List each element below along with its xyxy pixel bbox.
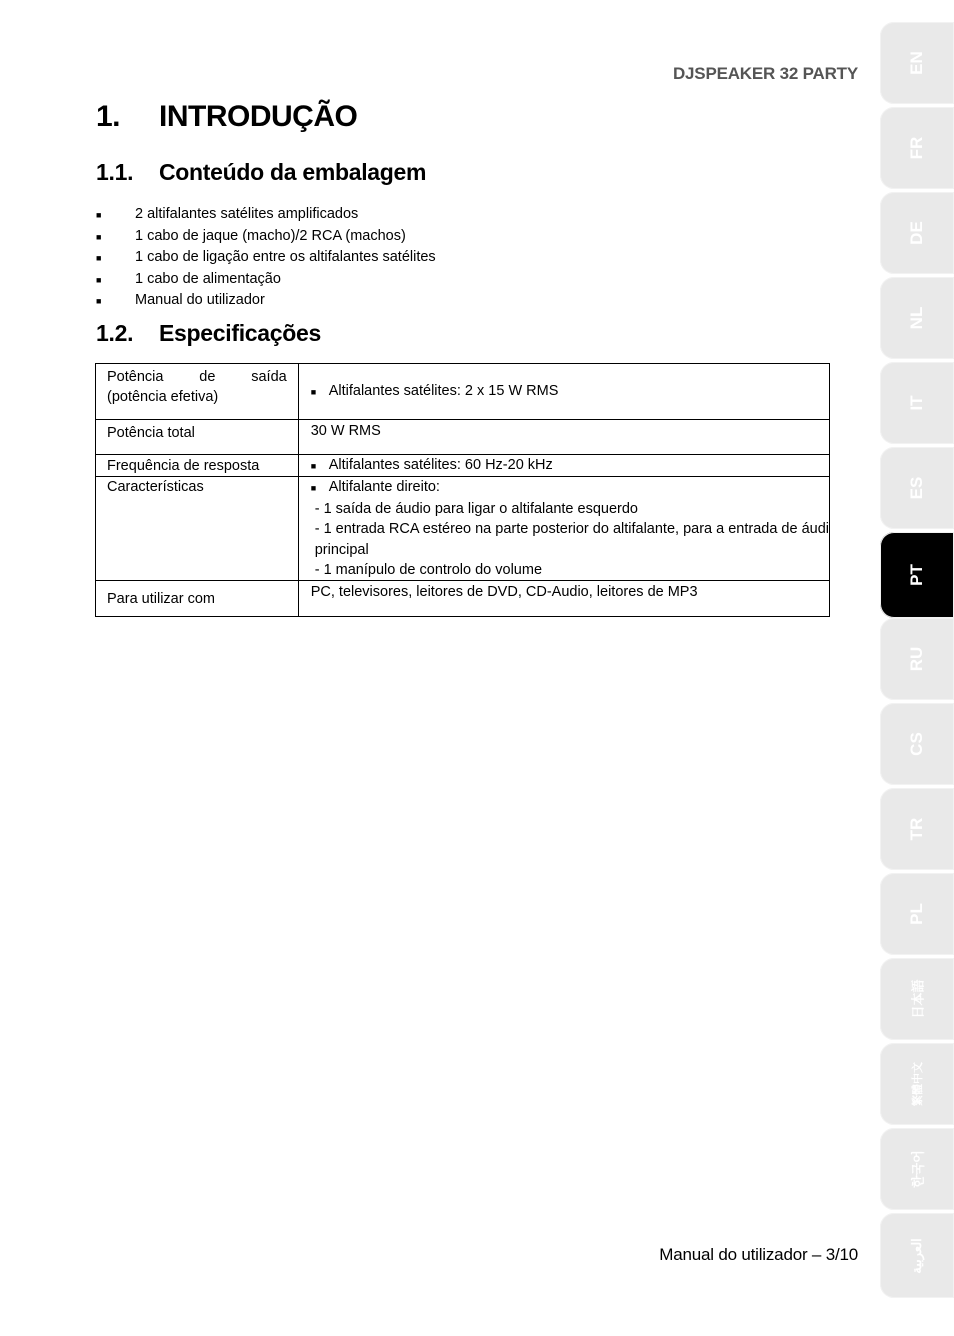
tab-ko[interactable]: 한국어 xyxy=(880,1128,954,1210)
specifications-table xyxy=(95,363,830,617)
tab-en[interactable]: EN xyxy=(880,22,954,104)
bullet-icon: ■ xyxy=(96,231,102,242)
list-item: ■ 1 cabo de ligação entre os altifalantes satélites xyxy=(96,247,436,269)
tab-pl[interactable]: PL xyxy=(880,873,954,955)
bullet-icon: ■ xyxy=(310,483,317,494)
tab-es[interactable]: ES xyxy=(880,447,954,529)
section-number: 1. xyxy=(96,100,121,133)
tab-ja[interactable]: 日本語 xyxy=(880,958,954,1040)
bullet-icon: ■ xyxy=(96,296,102,307)
package-contents-list xyxy=(96,204,436,312)
subsection-number: 1.2. xyxy=(96,320,134,346)
section-heading-introduction xyxy=(96,100,357,134)
bullet-icon: ■ xyxy=(96,253,102,264)
tab-zh[interactable]: 繁體中文 xyxy=(880,1043,954,1125)
section-title: INTRODUÇÃO xyxy=(159,100,358,133)
table-cell-value: ■ Altifalante direito: - 1 saída de áudio para ligar o altifalante esquerdo - 1 entrada RCA estéreo na parte posterior do altifalante, para a entrada de áudi principal - 1 manípulo de controlo do volume xyxy=(298,477,829,581)
subsection-number: 1.1. xyxy=(96,159,134,185)
tab-cs[interactable]: CS xyxy=(880,703,954,785)
list-item: ■ 1 cabo de alimentação xyxy=(96,269,436,291)
table-row xyxy=(96,477,830,581)
tab-ru[interactable]: RU xyxy=(880,618,954,700)
tab-tr[interactable]: TR xyxy=(880,788,954,870)
subsection-title: Especificações xyxy=(159,320,322,346)
tab-nl[interactable]: NL xyxy=(880,277,954,359)
tab-de[interactable]: DE xyxy=(880,192,954,274)
list-item: ■ 1 cabo de jaque (macho)/2 RCA (machos) xyxy=(96,226,436,248)
subsection-title: Conteúdo da embalagem xyxy=(159,159,427,185)
tab-fr[interactable]: FR xyxy=(880,107,954,189)
table-cell-value: ■ Altifalantes satélites: 2 x 15 W RMS xyxy=(298,364,829,420)
subsection-heading-contents xyxy=(96,159,426,186)
table-cell-value: PC, televisores, leitores de DVD, CD-Audio, leitores de MP3 xyxy=(298,581,829,617)
tab-it[interactable]: IT xyxy=(880,362,954,444)
bullet-icon: ■ xyxy=(96,274,102,285)
table-row xyxy=(96,364,830,420)
product-header: DJSPEAKER 32 PARTY xyxy=(672,64,858,83)
tab-pt[interactable]: PT xyxy=(880,532,954,618)
table-cell-label: Potência de saída (potência efetiva) xyxy=(96,364,299,420)
table-row xyxy=(96,420,830,455)
table-cell-label: Para utilizar com xyxy=(96,581,299,617)
list-item: ■ Manual do utilizador xyxy=(96,290,436,312)
table-cell-value: ■ Altifalantes satélites: 60 Hz-20 kHz xyxy=(298,455,829,477)
bullet-icon: ■ xyxy=(96,210,102,220)
page-footer: Manual do utilizador – 3/10 xyxy=(659,1245,858,1264)
table-cell-label: Características xyxy=(96,477,299,581)
subsection-heading-specs xyxy=(96,320,321,347)
list-item: ■ 2 altifalantes satélites amplificados xyxy=(96,204,436,226)
table-cell-value: 30 W RMS xyxy=(298,420,829,455)
table-row xyxy=(96,581,830,617)
table-cell-label: Potência total xyxy=(96,420,299,455)
table-cell-label: Frequência de resposta xyxy=(96,455,299,477)
bullet-icon: ■ xyxy=(310,386,317,397)
table-row xyxy=(96,455,830,477)
bullet-icon: ■ xyxy=(310,461,317,471)
tab-ar[interactable]: العربية xyxy=(880,1213,954,1298)
